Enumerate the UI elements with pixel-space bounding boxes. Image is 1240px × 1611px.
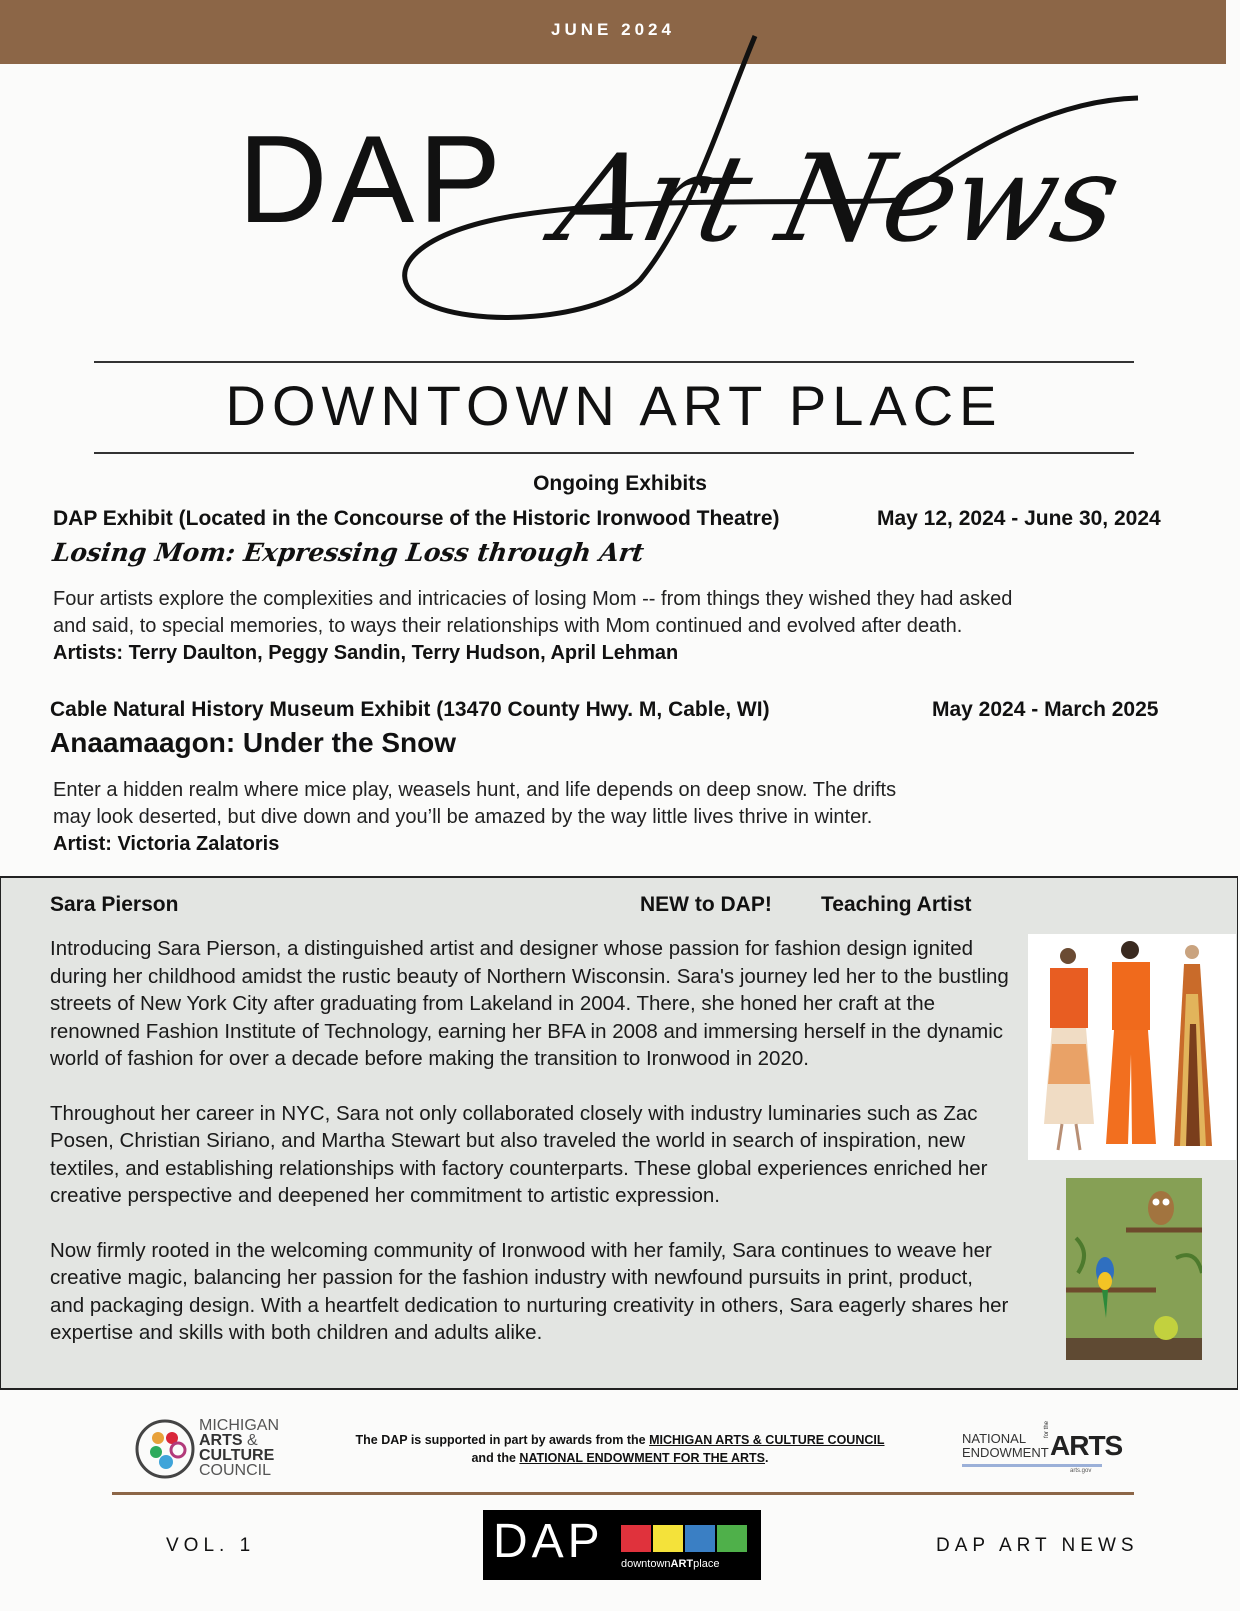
bio-paragraph: Throughout her career in NYC, Sara not only collaborated closely with industry luminaries such as Zac Posen, Christian Siriano, and Martha Stewart but also traveled the world in search of inspiration, new textiles, and establishing relationships with factory counterparts. These global experiences enriched her creative perspective and deepened her commitment to artistic expression.: [50, 1101, 988, 1207]
macc-emblem-icon: [134, 1418, 196, 1480]
exhibit-description-line: may look deserted, but dive down and you’ll be amazed by the way little lives thrive in winter.: [53, 806, 873, 828]
masthead-dap: DAP: [238, 111, 505, 249]
feature-name: Sara Pierson: [50, 893, 179, 916]
support-prefix: The DAP is supported in part by awards from the: [355, 1433, 646, 1447]
exhibit-title: Anaamaagon: Under the Snow: [50, 727, 457, 758]
bio-paragraph: Introducing Sara Pierson, a distinguished artist and designer whose passion for fashion design ignited during her childhood amidst the rustic beauty of Northern Wisconsin. Sara's journey led her to the bustling streets of New York City after graduating from Lakeland in 2004. There, she honed her craft at the renowned Fashion Institute of Technology, earning her BFA in 2008 and immersing herself in the dynamic world of fashion for over a decade before making the transition to Ironwood in 2020.: [50, 937, 1009, 1070]
exhibit-location: DAP Exhibit (Located in the Concourse of the Historic Ironwood Theatre): [53, 507, 780, 530]
section-heading: Ongoing Exhibits: [533, 472, 707, 495]
logo-subtext-post: place: [693, 1558, 720, 1570]
nea-line: ENDOWMENT: [962, 1445, 1049, 1460]
volume-label: VOL. 1: [166, 1535, 256, 1556]
macc-line: ARTS: [199, 1432, 243, 1449]
nea-underline: [962, 1464, 1102, 1467]
feature-bio: [50, 935, 1010, 1374]
logo-green-square: [717, 1525, 747, 1552]
dap-logo-subtext: [621, 1558, 719, 1570]
exhibit-location: Cable Natural History Museum Exhibit (13470 County Hwy. M, Cable, WI): [50, 698, 770, 721]
fashion-illustration-image: [1028, 934, 1236, 1160]
exhibit-dates: May 2024 - March 2025: [932, 698, 1159, 721]
header-bar: [0, 0, 1226, 64]
logo-subtext-pre: downtown: [621, 1558, 671, 1570]
michigan-arts-council-logo: [134, 1418, 294, 1480]
footer-title: DAP ART NEWS: [936, 1535, 1139, 1556]
exhibit-description-line: Four artists explore the complexities and intricacies of losing Mom -- from things they wished they had asked: [53, 588, 1013, 610]
bottom-rule: [94, 452, 1134, 454]
exhibit-description-line: and said, to special memories, to ways their relationships with Mom continued and evolved after death.: [53, 615, 963, 637]
nea-arts: ARTS: [1050, 1430, 1123, 1461]
issue-date: JUNE 2024: [551, 20, 675, 39]
dap-logo-text: DAP: [493, 1515, 604, 1568]
feature-new-badge: NEW to DAP!: [640, 893, 772, 916]
publication-subtitle: DOWNTOWN ART PLACE: [225, 374, 1003, 437]
macc-ampersand: &: [247, 1432, 258, 1449]
logo-yellow-square: [653, 1525, 683, 1552]
exhibit-description-line: Enter a hidden realm where mice play, weasels hunt, and life depends on deep snow. The drifts: [53, 779, 897, 801]
exhibit-artists: Artist: Victoria Zalatoris: [53, 833, 280, 855]
macc-line: MICHIGAN: [199, 1417, 279, 1434]
macc-link[interactable]: MICHIGAN ARTS & CULTURE COUNCIL: [649, 1433, 885, 1447]
exhibit-dates: May 12, 2024 - June 30, 2024: [877, 507, 1161, 530]
exhibit-title: Losing Mom: Expressing Loss through Art: [50, 538, 646, 567]
bio-paragraph: Now firmly rooted in the welcoming community of Ironwood with her family, Sara continues to weave her creative magic, balancing her passion for the fashion industry with newfound pursuits in print, product, and packaging design. With a heartfelt dedication to nurturing creativity in others, Sara eagerly shares her expertise and skills with both children and adults alike.: [50, 1238, 1009, 1344]
dap-logo-badge: [483, 1510, 761, 1580]
exhibit-artists: Artists: Terry Daulton, Peggy Sandin, Terry Hudson, April Lehman: [53, 642, 679, 664]
support-mid: and the: [471, 1451, 516, 1465]
top-rule: [94, 361, 1134, 363]
footer-rule: [112, 1492, 1134, 1495]
bird-sculpture-image: [1066, 1178, 1202, 1360]
macc-line: CULTURE: [199, 1447, 275, 1464]
nea-url: arts.gov: [1070, 1468, 1092, 1474]
support-note: [320, 1431, 920, 1467]
support-suffix: .: [765, 1451, 769, 1465]
logo-blue-square: [685, 1525, 715, 1552]
masthead-script: Art News: [545, 130, 1130, 269]
logo-red-square: [621, 1525, 651, 1552]
nea-for-the: for the: [1044, 1420, 1050, 1438]
macc-line: COUNCIL: [199, 1462, 272, 1479]
nea-link[interactable]: NATIONAL ENDOWMENT FOR THE ARTS: [519, 1451, 766, 1465]
nea-line: NATIONAL: [962, 1431, 1027, 1446]
feature-role: Teaching Artist: [821, 893, 972, 916]
logo-subtext-art: ART: [670, 1558, 694, 1570]
nea-logo: [962, 1420, 1123, 1474]
